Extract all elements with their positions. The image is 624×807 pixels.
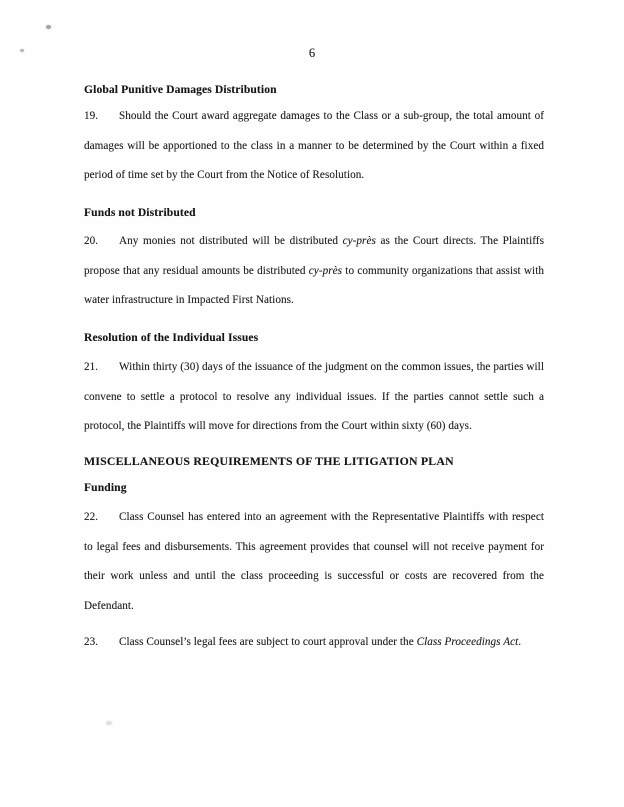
- paragraph-number: 20.: [84, 235, 99, 247]
- paragraph-text: as the Court directs. The Plaintiffs propose that any residual amounts be distributed: [84, 235, 544, 277]
- italic-term-cy-pres: cy-près: [308, 264, 343, 277]
- section-heading-funds-not-distributed: Funds not Distributed: [84, 206, 196, 219]
- section-heading-funding: Funding: [84, 481, 127, 494]
- section-heading-resolution-individual-issues: Resolution of the Individual Issues: [84, 331, 259, 344]
- paragraph-text: to community organizations that assist with water infrastructure in Impacted First Nations.: [84, 264, 544, 306]
- paragraph-text: Within thirty (30) days of the issuance of the judgment on the common issues, the parties will convene to settle a protocol to resolve any individual issues. If the parties cannot settle such a protocol, the Plaintiffs will move for directions from the Court within sixty (60) days.: [84, 361, 544, 432]
- paragraph-number: 22.: [84, 511, 99, 523]
- paragraph-number: 23.: [84, 636, 99, 648]
- paragraph-text: Class Counsel has entered into an agreement with the Representative Plaintiffs with respect to legal fees and disbursements. This agreement provides that counsel will not receive payment for their work unless and until the class proceeding is successful or costs are recovered from the Defendant.: [84, 511, 544, 612]
- paragraph-22: [84, 503, 544, 621]
- scan-artifact-speck: [46, 25, 51, 29]
- italic-term-class-proceedings-act: Class Proceedings Act: [416, 636, 519, 648]
- section-heading-miscellaneous-requirements: MISCELLANEOUS REQUIREMENTS OF THE LITIGATION PLAN: [84, 454, 454, 468]
- italic-term-cy-pres: cy-près: [342, 235, 376, 247]
- paragraph-text: .: [518, 636, 522, 648]
- paragraph-number: 21.: [84, 361, 99, 373]
- paragraph-19: [84, 102, 544, 191]
- paragraph-number: 19.: [84, 110, 99, 122]
- paragraph-text: Any monies not distributed will be distributed: [119, 235, 343, 247]
- paragraph-text: Class Counsel’s legal fees are subject to court approval under the: [119, 636, 417, 648]
- paragraph-text: Should the Court award aggregate damages to the Class or a sub-group, the total amount of damages will be apportioned to the class in a manner to be determined by the Court within a fixed period of time set by the Court from the Notice of Resolution.: [84, 110, 544, 181]
- paragraph-21: [84, 353, 544, 442]
- scan-artifact-speck: [106, 721, 112, 725]
- paragraph-20: [84, 227, 544, 316]
- section-heading-global-punitive-damages: Global Punitive Damages Distribution: [84, 83, 277, 96]
- paragraph-23: [84, 628, 544, 658]
- page-number: 6: [308, 46, 316, 60]
